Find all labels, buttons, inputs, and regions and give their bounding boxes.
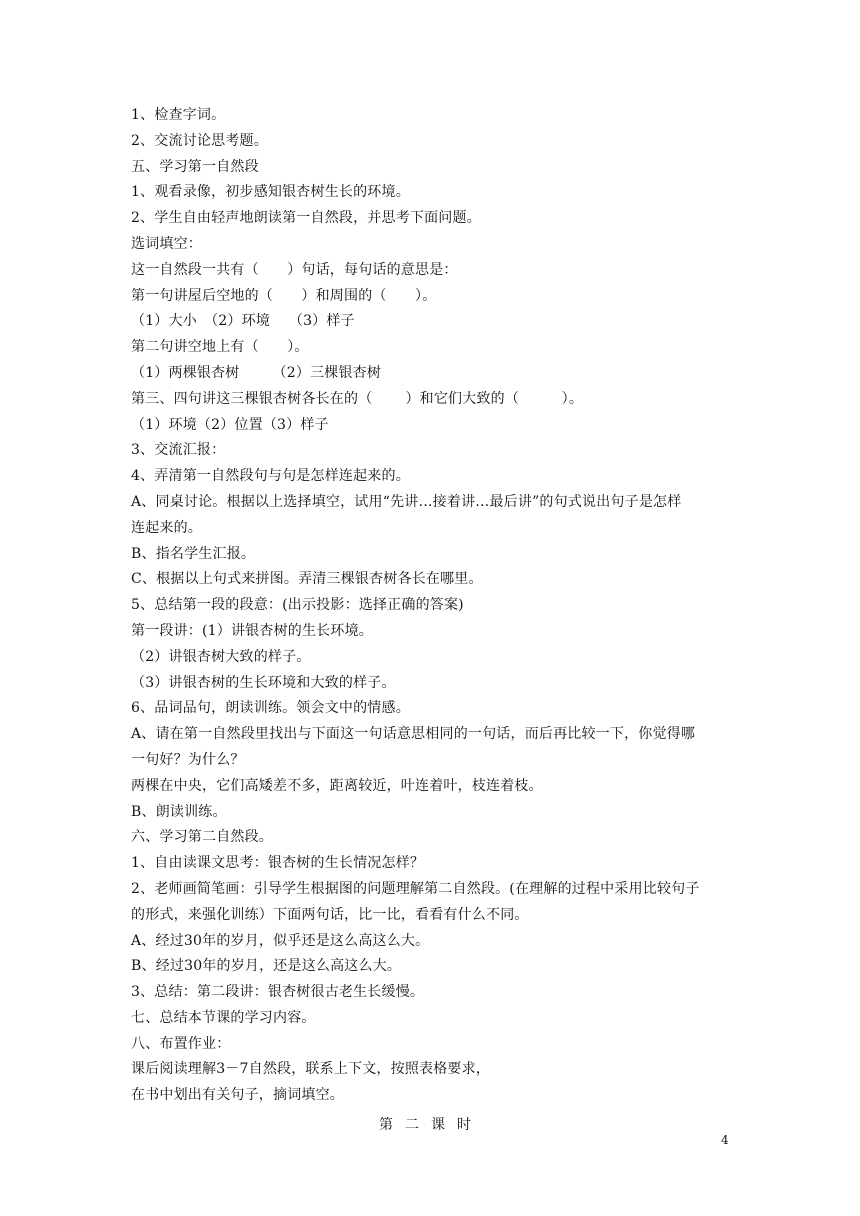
text-line: 2、交流讨论思考题。 bbox=[131, 132, 268, 149]
text-line: 第二句讲空地上有（ ）。 bbox=[131, 339, 309, 356]
text-line: 5、总结第一段的段意：(出示投影：选择正确的答案) bbox=[131, 597, 464, 614]
text-line: 1、自由读课文思考：银杏树的生长情况怎样？ bbox=[131, 855, 425, 872]
text-line: B、经过30年的岁月，还是这么高这么大。 bbox=[131, 958, 402, 975]
page-number: 4 bbox=[721, 1133, 729, 1147]
text-line: 2、老师画简笔画：引导学生根据图的问题理解第二自然段。(在理解的过程中采用比较句子 bbox=[131, 880, 700, 897]
text-line: 4、弄清第一自然段句与句是怎样连起来的。 bbox=[131, 468, 410, 485]
section-heading-7: 七、总结本节课的学习内容。 bbox=[131, 1009, 316, 1026]
text-line: A、同桌讨论。根据以上选择填空，试用“先讲…接着讲…最后讲”的句式说出句子是怎样 bbox=[131, 493, 682, 510]
option-line: （1）两棵银杏树 （2）三棵银杏树 bbox=[131, 364, 382, 381]
text-line: 这一自然段一共有（ ）句话，每句话的意思是： bbox=[131, 261, 458, 278]
option-line: （1）大小 （2）环境 （3）样子 bbox=[131, 313, 355, 330]
section-heading-5: 五、学习第一自然段 bbox=[131, 158, 259, 175]
text-line: 两棵在中央，它们高矮差不多，距离较近，叶连着叶，枝连着枝。 bbox=[131, 777, 543, 794]
text-line: 的形式，来强化训练）下面两句话，比一比，看看有什么不同。 bbox=[131, 906, 529, 923]
section-heading-6: 六、学习第二自然段。 bbox=[131, 829, 273, 846]
option-line: （2）讲银杏树大致的样子。 bbox=[131, 648, 311, 665]
text-line: 第三、四句讲这三棵银杏树各长在的（ ）和它们大致的（ ）。 bbox=[131, 390, 584, 407]
text-line: A、经过30年的岁月，似乎还是这么高这么大。 bbox=[131, 932, 430, 949]
lesson-heading: 第二课时 bbox=[379, 1117, 483, 1134]
text-line: A、请在第一自然段里找出与下面这一句话意思相同的一句话，而后再比较一下，你觉得哪 bbox=[131, 726, 696, 743]
text-line: 一句好？为什么？ bbox=[131, 751, 245, 768]
option-line: （1）环境（2）位置（3）样子 bbox=[131, 416, 329, 433]
text-line: 6、品词品句，朗读训练。领会文中的情感。 bbox=[131, 700, 410, 717]
text-line: 3、总结：第二段讲：银杏树很古老生长缓慢。 bbox=[131, 984, 425, 1001]
text-line: C、根据以上句式来拼图。弄清三棵银杏树各长在哪里。 bbox=[131, 571, 483, 588]
text-line: 1、检查字词。 bbox=[131, 107, 226, 123]
option-line: （3）讲银杏树的生长环境和大致的样子。 bbox=[131, 674, 396, 691]
text-line: 3、交流汇报： bbox=[131, 442, 226, 459]
text-line: B、指名学生汇报。 bbox=[131, 545, 256, 562]
text-line: 2、学生自由轻声地朗读第一自然段，并思考下面问题。 bbox=[131, 210, 481, 227]
text-line: 课后阅读理解3－7自然段，联系上下文，按照表格要求， bbox=[131, 1061, 491, 1078]
text-line: 连起来的。 bbox=[131, 519, 202, 536]
text-line: 选词填空： bbox=[131, 235, 202, 252]
text-line: B、朗读训练。 bbox=[131, 803, 227, 820]
document-body bbox=[131, 103, 731, 1139]
text-line: 在书中划出有关句子，摘词填空。 bbox=[131, 1087, 344, 1104]
text-line: 第一段讲：(1）讲银杏树的生长环境。 bbox=[131, 622, 373, 639]
text-line: 1、观看录像，初步感知银杏树生长的环境。 bbox=[131, 184, 410, 201]
text-line: 第一句讲屋后空地的（ ）和周围的（ ）。 bbox=[131, 287, 437, 304]
section-heading-8: 八、布置作业： bbox=[131, 1035, 231, 1052]
